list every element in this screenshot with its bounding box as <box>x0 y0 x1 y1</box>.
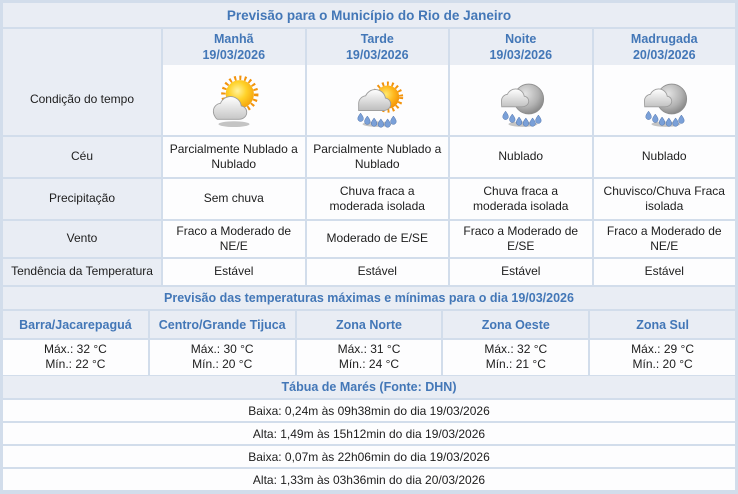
period-label: Manhã <box>213 32 254 46</box>
max-temp: Máx.: 30 °C <box>190 342 254 356</box>
wind-value: Moderado de E/SE <box>307 221 449 257</box>
column-header-noite <box>450 29 592 65</box>
row-label-wind: Vento <box>3 221 161 257</box>
condition-row <box>3 65 735 135</box>
forecast-header-row <box>3 29 735 63</box>
region-temps <box>150 340 295 375</box>
region-temps <box>3 340 148 375</box>
max-temp: Máx.: 32 °C <box>484 342 548 356</box>
temp-trend-value: Estável <box>307 259 449 285</box>
condition-cell-tarde <box>307 65 449 135</box>
region-temps <box>590 340 735 375</box>
column-header-madrugada <box>594 29 736 65</box>
max-temp: Máx.: 32 °C <box>43 342 107 356</box>
period-label: Madrugada <box>630 32 698 46</box>
row-label-temp-trend: Tendência da Temperatura <box>3 259 161 285</box>
min-temp: Mín.: 21 °C <box>485 357 546 372</box>
tide-entry: Alta: 1,33m às 03h36min do dia 20/03/2026 <box>3 469 735 490</box>
temperatures-section-header: Previsão das temperaturas máximas e mínimas para o dia 19/03/2026 <box>3 287 735 309</box>
rain-cloud-icon <box>492 71 550 129</box>
sky-value: Nublado <box>594 137 736 177</box>
rain-with-sun-icon <box>348 71 406 129</box>
wind-value: Fraco a Moderado de E/SE <box>450 221 592 257</box>
region-header: Barra/Jacarepaguá <box>3 311 148 338</box>
period-date: 19/03/2026 <box>489 48 553 62</box>
region-header: Centro/Grande Tijuca <box>150 311 295 338</box>
min-temp: Mín.: 20 °C <box>192 357 253 372</box>
condition-cell-madrugada <box>594 65 736 135</box>
tide-entry: Baixa: 0,07m às 22h06min do dia 19/03/2026 <box>3 446 735 467</box>
period-date: 19/03/2026 <box>202 48 266 62</box>
max-temp: Máx.: 29 °C <box>631 342 694 356</box>
region-header: Zona Sul <box>590 311 735 338</box>
sky-value: Parcialmente Nublado a Nublado <box>163 137 305 177</box>
temp-trend-value: Estável <box>594 259 736 285</box>
period-label: Tarde <box>360 32 394 46</box>
region-header: Zona Norte <box>297 311 442 338</box>
sky-row <box>3 137 735 177</box>
page-title: Previsão para o Município do Rio de Janeiro <box>3 3 735 27</box>
column-header-tarde <box>307 29 449 65</box>
column-header-manha <box>163 29 305 65</box>
min-temp: Mín.: 22 °C <box>45 357 106 372</box>
condition-cell-noite <box>450 65 592 135</box>
min-temp: Mín.: 20 °C <box>632 357 693 372</box>
period-date: 19/03/2026 <box>345 48 409 62</box>
temp-trend-value: Estável <box>450 259 592 285</box>
partly-cloudy-day-icon <box>205 71 263 129</box>
temp-trend-row <box>3 259 735 285</box>
row-label-sky: Céu <box>3 137 161 177</box>
region-temps-row <box>3 340 735 374</box>
wind-value: Fraco a Moderado de NE/E <box>594 221 736 257</box>
period-date: 20/03/2026 <box>632 48 696 62</box>
wind-row <box>3 221 735 257</box>
wind-value: Fraco a Moderado de NE/E <box>163 221 305 257</box>
sky-value: Nublado <box>450 137 592 177</box>
rain-cloud-icon <box>635 71 693 129</box>
precipitation-value: Chuva fraca a moderada isolada <box>450 179 592 219</box>
sky-value: Parcialmente Nublado a Nublado <box>307 137 449 177</box>
min-temp: Mín.: 24 °C <box>338 357 400 372</box>
region-temps <box>297 340 442 375</box>
precipitation-value: Chuvisco/Chuva Fraca isolada <box>594 179 736 219</box>
condition-cell-manha <box>163 65 305 135</box>
precipitation-value: Sem chuva <box>163 179 305 219</box>
tide-entry: Baixa: 0,24m às 09h38min do dia 19/03/2026 <box>3 400 735 421</box>
region-header: Zona Oeste <box>443 311 588 338</box>
temp-trend-value: Estável <box>163 259 305 285</box>
row-label-precipitation: Precipitação <box>3 179 161 219</box>
precipitation-value: Chuva fraca a moderada isolada <box>307 179 449 219</box>
max-temp: Máx.: 31 °C <box>337 342 401 356</box>
tides-section-header: Tábua de Marés (Fonte: DHN) <box>3 376 735 398</box>
region-header-row <box>3 311 735 338</box>
corner-spacer-cell <box>3 29 161 65</box>
region-temps <box>443 340 588 375</box>
tide-entry: Alta: 1,49m às 15h12min do dia 19/03/2026 <box>3 423 735 444</box>
precipitation-row <box>3 179 735 219</box>
period-label: Noite <box>505 32 537 46</box>
row-label-condition: Condição do tempo <box>3 65 161 135</box>
